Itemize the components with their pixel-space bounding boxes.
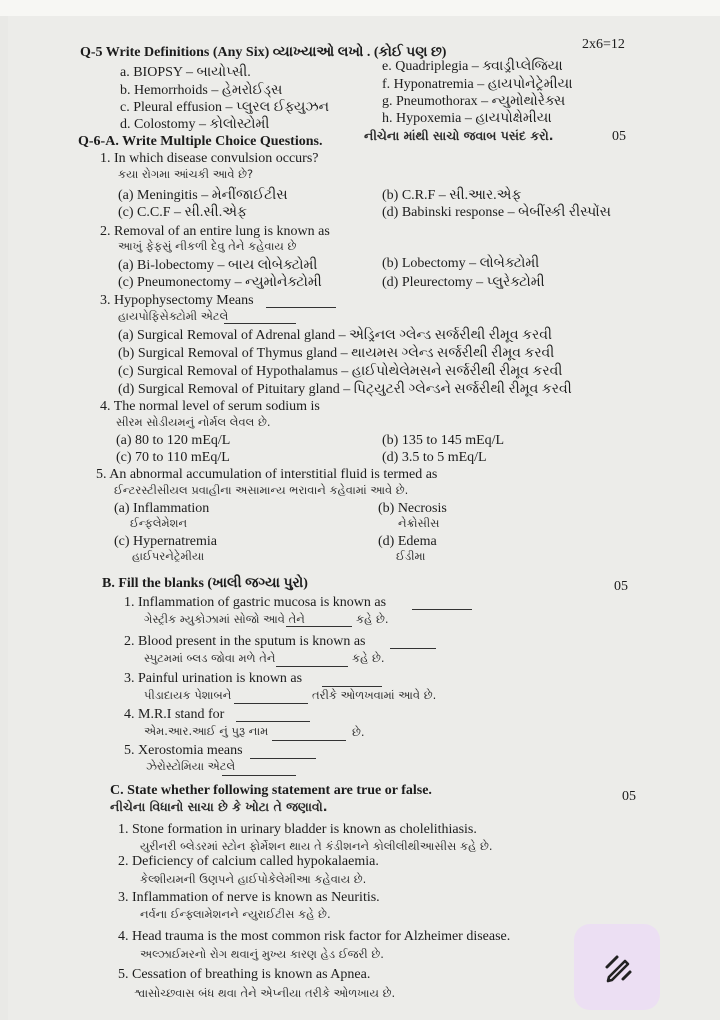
tf3-statement-gu: નર્વના ઈન્ફ્લામેશનને ન્યુરાઈટીસ કહે છે. (140, 907, 331, 921)
q5-item-h: h. Hypoxemia – હાયપોક્ષેમીયા (382, 111, 552, 126)
fill3-question: 3. Painful urination is known as (124, 671, 303, 686)
q6c-title: C. State whether following statement are true or false. (110, 783, 432, 798)
q6a-title: Q-6-A. Write Multiple Choice Questions. (78, 134, 323, 149)
mcq1-option-d: (d) Babinski response – બેબીંસ્કી રીસ્પોંસ (382, 205, 611, 220)
fill2-question: 2. Blood present in the sputum is known as (124, 634, 366, 649)
tf4-statement: 4. Head trauma is the most common risk factor for Alzheimer disease. (118, 929, 511, 944)
tf2-statement-gu: કેલ્શીયમની ઉણપને હાઈપોકેલેમીઆ કહેવાય છે. (140, 872, 367, 886)
mcq4-question: 4. The normal level of serum sodium is (100, 399, 320, 414)
mcq3-option-d: (d) Surgical Removal of Pituitary gland – પિટ્યુટરી ગ્લેન્ડને સર્જરીથી રીમૂવ કરવી (118, 382, 572, 397)
mcq3-option-c: (c) Surgical Removal of Hypothalamus – હાઈપોથેલેમસને સર્જરીથી રીમૂવ કરવી (118, 364, 563, 379)
exam-paper (8, 16, 720, 1020)
fill5-question: 5. Xerostomia means (124, 743, 243, 758)
mcq3-blank (266, 307, 336, 308)
q5-item-a: a. BIOPSY – બાયોપ્સી. (120, 65, 251, 80)
mcq5-option-d: (d) Edema (378, 534, 437, 549)
fill3-question-gu: પીડાદાયક પેશાબને (144, 688, 232, 702)
fill1-question-gu: ગેસ્ટ્રીક મ્યુકોઝામાં સોજો આવે તેને (144, 612, 305, 626)
tf5-statement: 5. Cessation of breathing is known as Apnea. (118, 967, 371, 982)
mcq1-option-b: (b) C.R.F – સી.આર.એફ (382, 188, 522, 203)
fill2-end-gu: કહે છે. (352, 651, 385, 665)
q5-marks: 2x6=12 (582, 37, 625, 52)
mcq4-option-c: (c) 70 to 110 mEq/L (116, 450, 230, 465)
mcq5-option-c: (c) Hypernatremia (114, 534, 217, 549)
q6c-title-gu: નીચેના વિધાનો સાચા છે કે ખોટા તે જણાવો. (110, 799, 328, 814)
mcq5-question-gu: ઈન્ટરસ્ટીસીયલ પ્રવાહીના અસામાન્ય ભરાવાને કહેવામાં આવે છે. (114, 483, 409, 497)
mcq3-question-gu: હાયપોફિસેક્ટોમી એટલે (118, 309, 229, 323)
mcq4-option-d: (d) 3.5 to 5 mEq/L (382, 450, 487, 465)
mcq2-option-a: (a) Bi-lobectomy – બાય લોબેક્ટોમી (118, 258, 318, 273)
q5-item-c: c. Pleural effusion – પ્લુરલ ઈફ્યુઝન (120, 100, 330, 115)
mcq1-option-a: (a) Meningitis – મેનીંજાઈટીસ (118, 188, 288, 203)
fill1-blank-gu (286, 626, 352, 627)
edit-pencil-icon (603, 953, 633, 983)
fill3-blank-gu (234, 703, 308, 704)
fill5-question-gu: ઝેરોસ્ટોમિયા એટલે (146, 759, 236, 773)
fill3-blank (322, 686, 382, 687)
q6a-marks: 05 (612, 129, 626, 144)
mcq5-option-c-gu: હાઈપરનેટ્રેમીયા (132, 549, 205, 563)
mcq1-question-gu: કયા રોગમા આંચકી આવે છે? (118, 167, 254, 181)
q5-item-e: e. Quadriplegia – ક્વાડ્રીપ્લેજિયા (382, 59, 563, 74)
fill2-blank (390, 648, 436, 649)
mcq2-question: 2. Removal of an entire lung is known as (100, 224, 330, 239)
tf5-statement-gu: શ્વાસોચ્છવાસ બંધ થવા તેને એપ્નીયા તરીકે ઓળખાય છે. (134, 986, 396, 1000)
fill5-blank-gu (222, 775, 296, 776)
q5-item-d: d. Colostomy – કોલોસ્ટોમી (120, 117, 270, 132)
tf2-statement: 2. Deficiency of calcium called hypokalaemia. (118, 854, 379, 869)
mcq2-option-c: (c) Pneumonectomy – ન્યુમોનેક્ટોમી (118, 275, 322, 290)
q6a-title-gu: નીચેના માંથી સાચો જવાબ પસંદ કરો. (364, 128, 554, 143)
tf4-statement-gu: અલ્ઝાઈમરનો રોગ થવાનું મુખ્ય કારણ હેડ ઈજરી છે. (140, 947, 384, 961)
mcq3-question: 3. Hypophysectomy Means (100, 293, 254, 308)
mcq3-option-a: (a) Surgical Removal of Adrenal gland – એડ્રિનલ ગ્લેન્ડ સર્જરીથી રીમૂવ કરવી (118, 328, 552, 343)
q5-item-b: b. Hemorrhoids – હેમરોઈડ્સ (120, 83, 283, 98)
mcq1-option-c: (c) C.C.F – સી.સી.એફ (118, 205, 247, 220)
q5-item-g: g. Pneumothorax – ન્યુમોથોરેક્સ (382, 94, 566, 109)
mcq5-question: 5. An abnormal accumulation of interstitial fluid is termed as (96, 467, 438, 482)
fill4-blank-gu (272, 740, 346, 741)
mcq3-blank-gu (224, 323, 296, 324)
mcq1-question: 1. In which disease convulsion occurs? (100, 151, 319, 166)
mcq2-option-d: (d) Pleurectomy – પ્લુરેક્ટોમી (382, 275, 545, 290)
mcq4-question-gu: સીરમ સોડીયમનું નોર્મલ લેવલ છે. (116, 415, 271, 429)
fill1-end-gu: કહે છે. (356, 612, 389, 626)
tf1-statement-gu: યુરીનરી બ્લેડરમાં સ્ટોન ફોર્મેશન થાય તે કંડીશનને કોલીલીથીઆસીસ કહે છે. (140, 839, 493, 853)
edit-fab-button[interactable] (574, 924, 660, 1010)
q5-item-f: f. Hyponatremia – હાયપોનેટ્રેમીયા (382, 77, 573, 92)
top-strip (0, 0, 720, 16)
mcq4-option-b: (b) 135 to 145 mEq/L (382, 433, 505, 448)
fill3-end-gu: તરીકે ઓળખવામાં આવે છે. (312, 688, 437, 702)
fill4-end-gu: છે. (352, 725, 365, 739)
q6b-marks: 05 (614, 579, 628, 594)
mcq2-option-b: (b) Lobectomy – લોબેક્ટોમી (382, 256, 540, 271)
tf3-statement: 3. Inflammation of nerve is known as Neuritis. (118, 890, 380, 905)
mcq5-option-a: (a) Inflammation (114, 501, 210, 516)
fill1-question: 1. Inflammation of gastric mucosa is known as (124, 595, 387, 610)
mcq4-option-a: (a) 80 to 120 mEq/L (116, 433, 231, 448)
tf1-statement: 1. Stone formation in urinary bladder is known as cholelithiasis. (118, 822, 477, 837)
fill4-question: 4. M.R.I stand for (124, 707, 225, 722)
fill5-blank (250, 758, 316, 759)
mcq3-option-b: (b) Surgical Removal of Thymus gland – થાયમસ ગ્લેન્ડ સર્જરીથી રીમૂવ કરવી (118, 346, 555, 361)
mcq2-question-gu: આખું ફેફસું નીકળી દેવુ તેને કહેવાય છે (118, 239, 297, 253)
q5-title: Q-5 Write Definitions (Any Six) વ્યાખ્યાઓ લખો . (કોઈ પણ છ) (80, 45, 447, 60)
q6c-marks: 05 (622, 789, 636, 804)
q6b-title: B. Fill the blanks (ખાલી જગ્યા પુરો) (102, 576, 308, 591)
mcq5-option-a-gu: ઈન્ફલેમેશન (130, 516, 188, 530)
mcq5-option-b-gu: નેક્રોસીસ (398, 516, 440, 530)
fill4-blank (236, 721, 310, 722)
fill1-blank (412, 609, 472, 610)
fill2-blank-gu (276, 666, 348, 667)
fill4-question-gu: એમ.આર.આઈ નું પુરૂ નામ (144, 724, 269, 738)
mcq5-option-b: (b) Necrosis (378, 501, 447, 516)
mcq5-option-d-gu: ઈડીમા (396, 549, 426, 563)
fill2-question-gu: સ્પુટમમાં બ્લડ જોવા મળે તેને (144, 651, 276, 665)
